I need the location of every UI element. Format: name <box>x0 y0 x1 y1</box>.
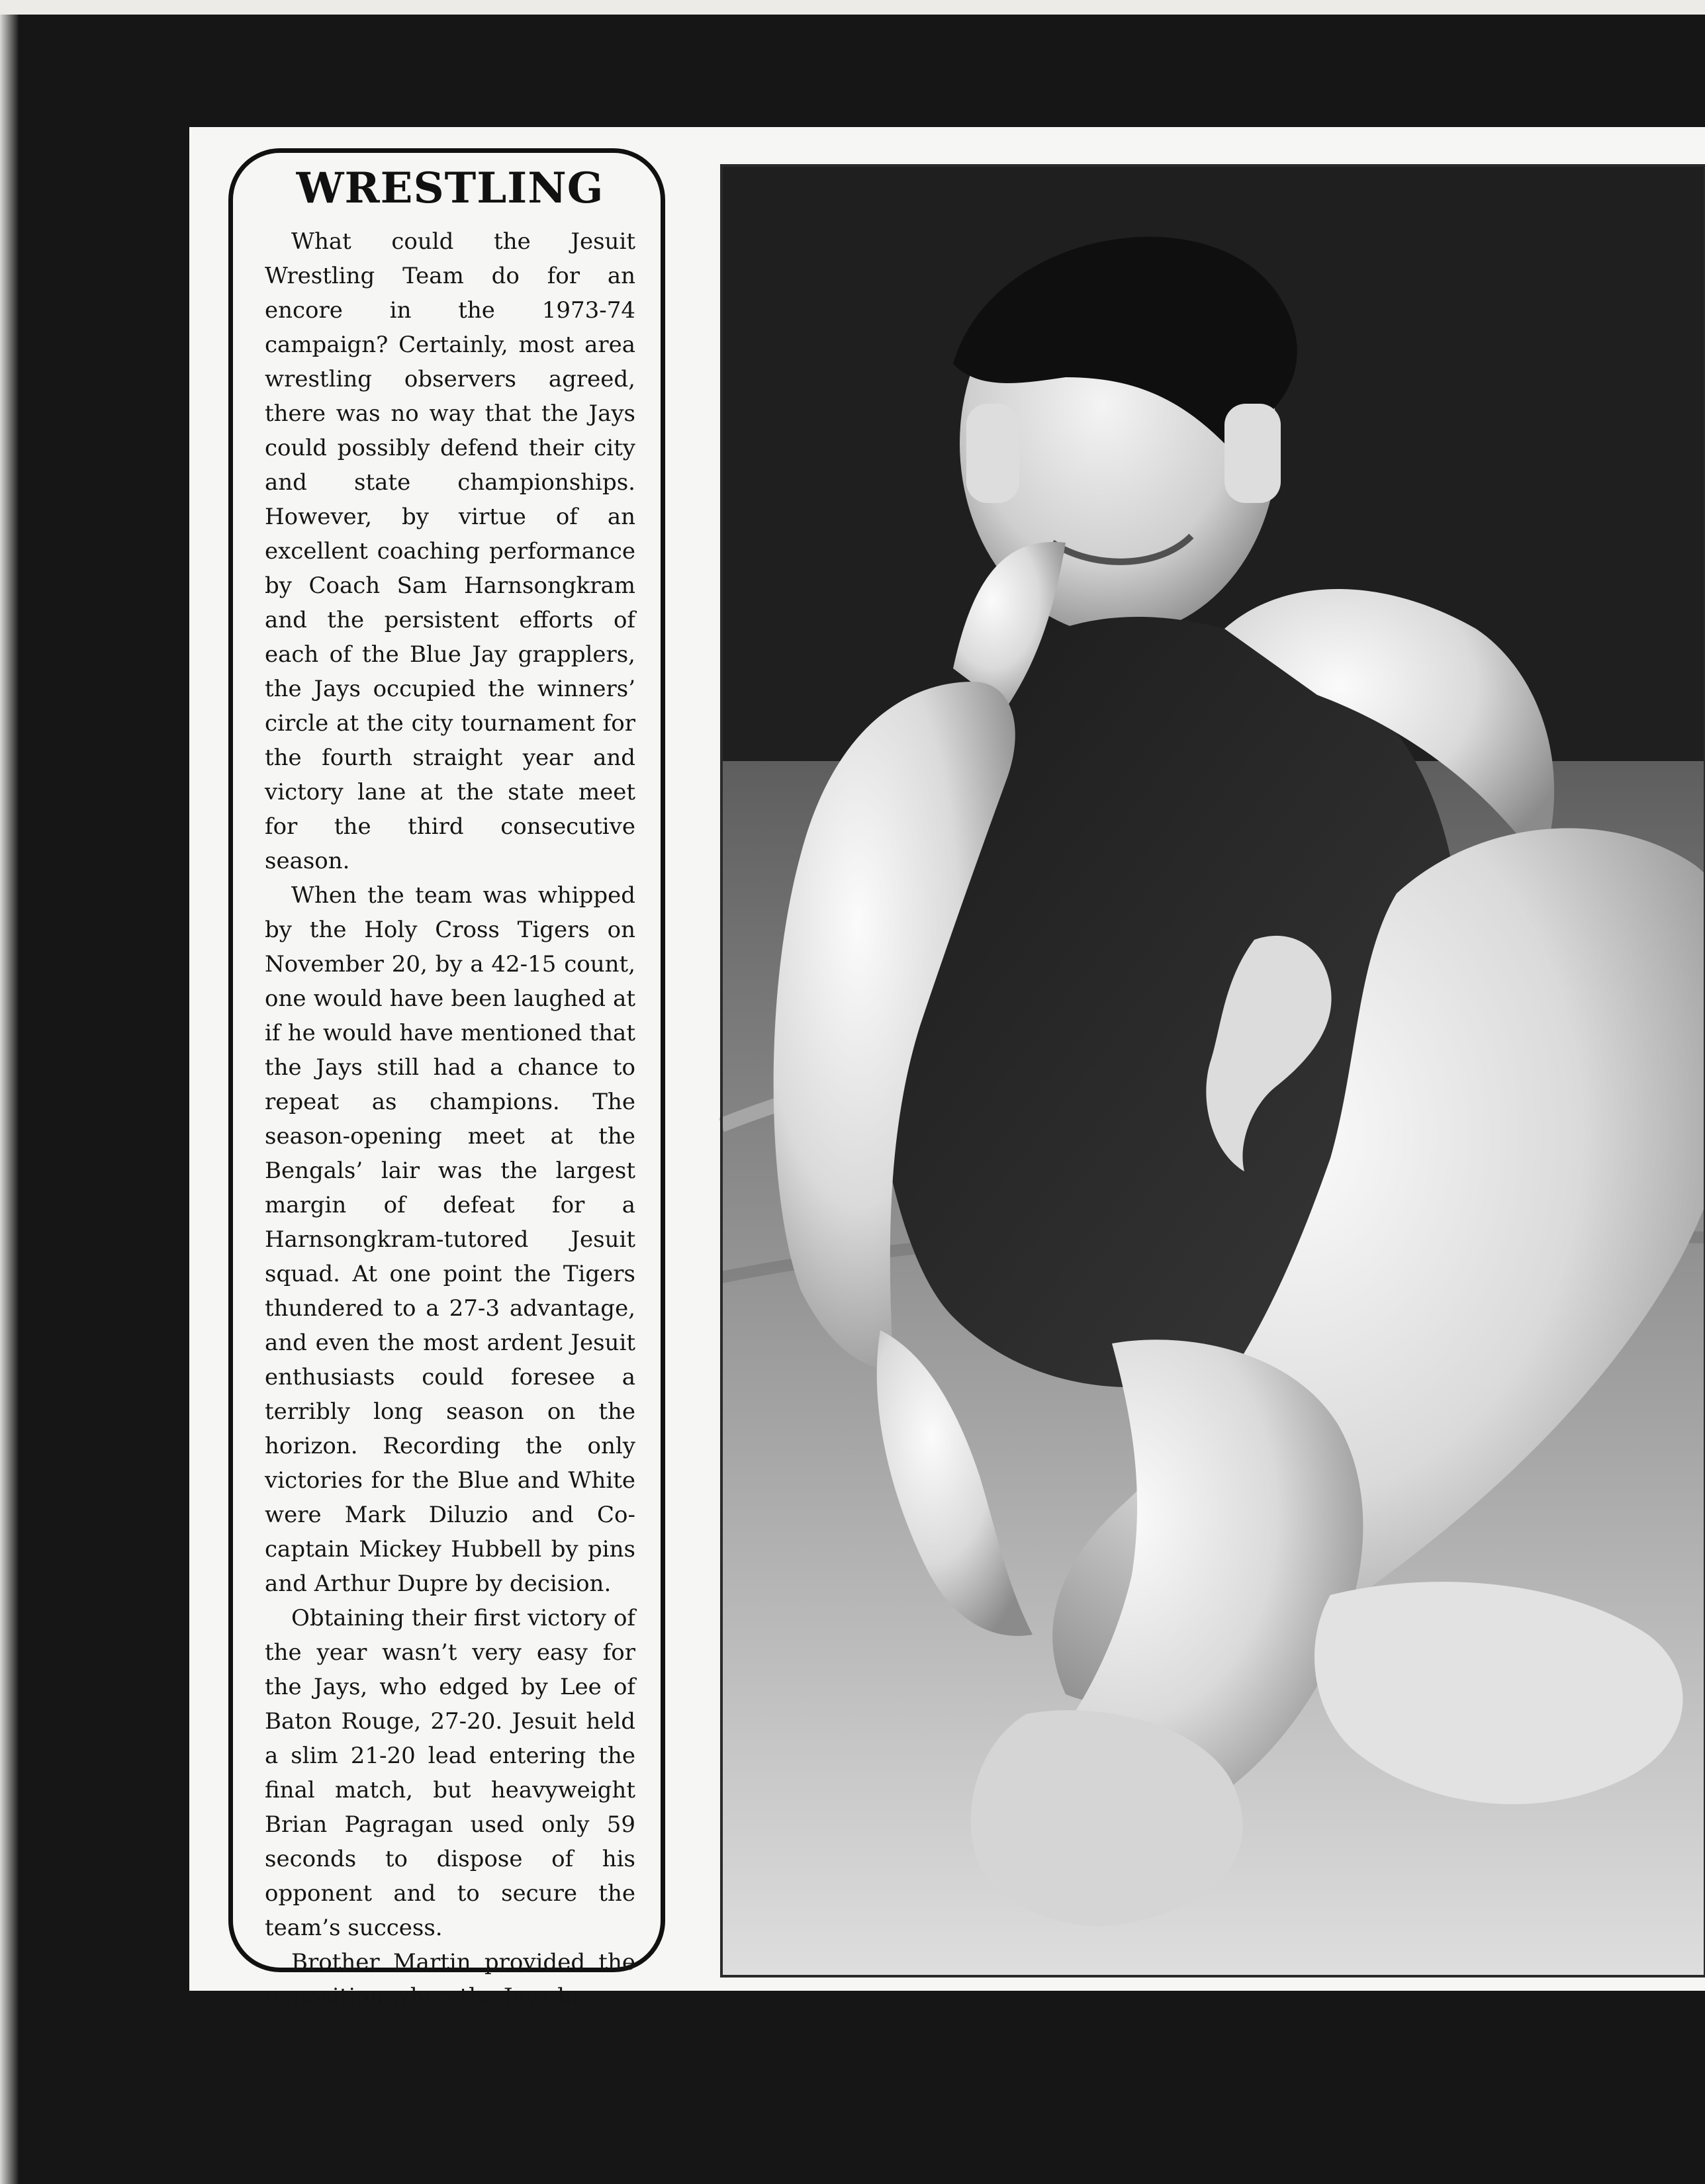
scan-left-edge <box>0 15 19 2184</box>
article-paragraph-4: Brother Martin provided the opposition when the Jays be- <box>265 1949 635 2010</box>
article-paragraph-2: When the team was whipped by the Holy Cross Tigers on November 20, by a 42-15 count, one would have been laughed at if he would have mentioned that the Jays still had a chance to repeat as champions. The season-opening meet at the Bengals’ lair was the largest margin of defeat for a Harnsongkram-tutored Jesuit squad. At one point the Tigers thundered to a 27-3 advantage, and even the most ardent Jesuit enthusiasts could foresee a terribly long season on the horizon. Recording the only victories for the Blue and White were Mark Diluzio and Co-captain Mickey Hubbell by pins and Arthur Dupre by decision. <box>265 882 635 1597</box>
article-text-box <box>228 148 665 2010</box>
article-paragraph-3: Obtaining their first victory of the year wasn’t very easy for the Jays, who edged by Lee of Baton Rouge, 27-20. Jesuit held a slim 21-20 lead entering the final match, but heavyweight Brian Pagragan used only 59 seconds to dispose of his opponent and to secure the team’s success. <box>265 1605 635 1941</box>
article-paragraph-1: What could the Jesuit Wrestling Team do for an encore in the 1973-74 campaign? Certainly, most area wrestling observers agreed, there was no way that the Jays could possibly defend their city and state championships. However, by virtue of an excellent coaching performance by Coach Sam Harnsongkram and the persistent efforts of each of the Blue Jay grapplers, the Jays occupied the winners’ circle at the city tournament for the fourth straight year and victory lane at the state meet for the third consecutive season. <box>265 228 635 874</box>
wrestler-photo-illustration <box>721 165 1705 1976</box>
scan-top-edge <box>0 0 1705 15</box>
article-title: WRESTLING <box>296 163 604 213</box>
article-body <box>265 224 635 2014</box>
wrestler-photo <box>721 165 1705 1976</box>
